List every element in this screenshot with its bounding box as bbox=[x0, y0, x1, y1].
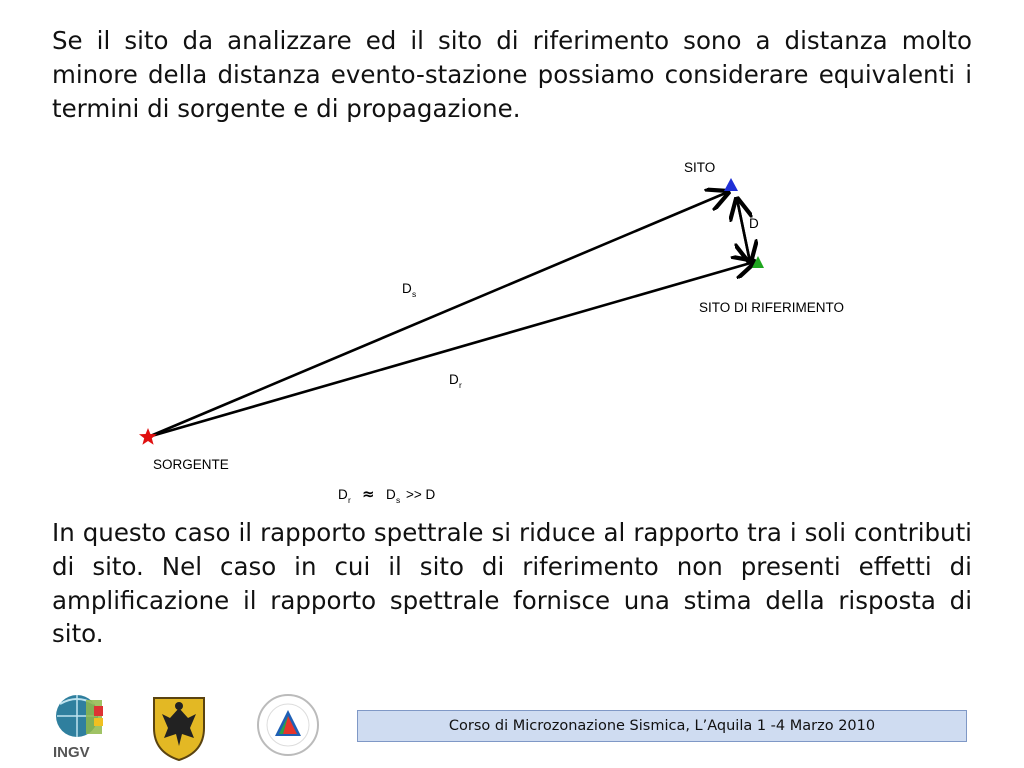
relation-right: D bbox=[386, 487, 396, 502]
conclusion-paragraph: In questo caso il rapporto spettrale si riduce al rapporto tra i soli contributi di sito. Nel caso in cui il sito di riferimento non presenti effetti di amplificazione il rapporto spettrale fornisce una stima della risposta di sito. bbox=[52, 518, 972, 649]
dr-label: D bbox=[449, 372, 459, 387]
d-label: D bbox=[749, 216, 759, 231]
approx-symbol: ≈ bbox=[362, 485, 375, 503]
source-label: SORGENTE bbox=[153, 457, 229, 472]
ds-ray bbox=[148, 192, 728, 437]
dr-ray bbox=[148, 262, 754, 437]
relation-left: D bbox=[338, 487, 348, 502]
relation-tail: >> D bbox=[406, 487, 436, 502]
protezione-civile-seal bbox=[255, 692, 321, 758]
ds-subscript: s bbox=[412, 289, 417, 299]
intro-paragraph: Se il sito da analizzare ed il sito di riferimento sono a distanza molto minore della distanza evento-stazione possiamo considerare equivalenti i termini di sorgente e di propagazione. bbox=[52, 26, 972, 123]
relation-right-sub: s bbox=[396, 495, 401, 505]
coat-of-arms-logo bbox=[150, 694, 210, 762]
ingv-logo bbox=[50, 690, 110, 762]
ds-label: D bbox=[402, 281, 412, 296]
reference-site-label: SITO DI RIFERIMENTO bbox=[699, 300, 845, 315]
footer-text: Corso di Microzonazione Sismica, L’Aquila 1 -4 Marzo 2010 bbox=[448, 718, 876, 734]
site-label: SITO bbox=[684, 160, 716, 175]
relation-left-sub: r bbox=[348, 495, 351, 505]
ingv-text: INGV bbox=[53, 744, 90, 761]
site-triangle-icon bbox=[724, 178, 738, 191]
footer-banner bbox=[357, 710, 967, 742]
dr-subscript: r bbox=[459, 380, 462, 390]
